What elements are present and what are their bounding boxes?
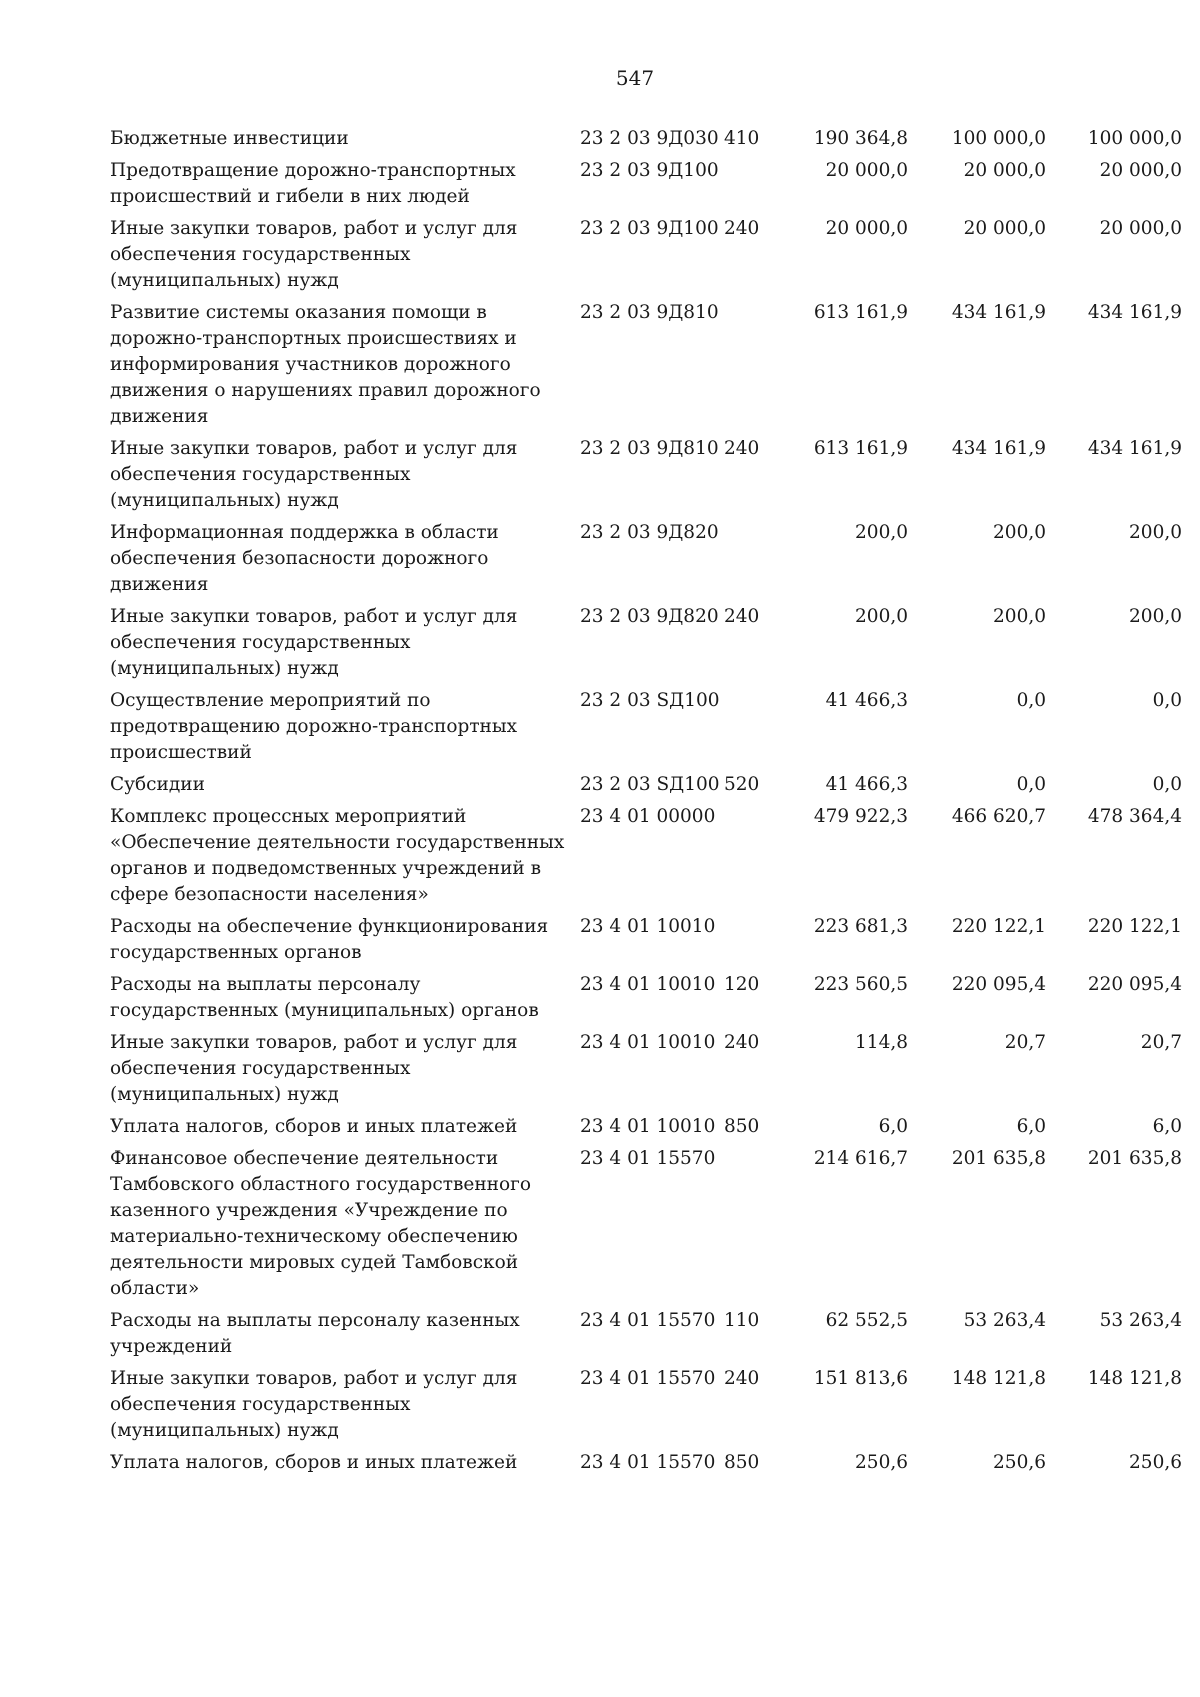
row-value-3: 434 161,9 (1087, 302, 1182, 323)
row-value-3: 200,0 (1129, 606, 1182, 627)
row-type: 240 (724, 1032, 760, 1053)
row-name: Уплата налогов, сборов и иных платежей (110, 1116, 518, 1137)
row-code: 23 2 03 9Д820 (580, 522, 719, 543)
table-row (110, 1030, 1182, 1114)
row-name: Развитие системы оказания помощи в дорожно-транспортных происшествиях и информирования участников дорожного движения о нарушениях правил дорожного движения (110, 302, 541, 427)
row-value-1: 223 681,3 (813, 916, 908, 937)
row-code: 23 4 01 10010 (580, 974, 716, 995)
row-type (724, 158, 780, 216)
row-name: Иные закупки товаров, работ и услуг для обеспечения государственных (муниципальных) нужд (110, 1368, 518, 1441)
row-value-1: 62 552,5 (825, 1310, 908, 1331)
row-value-3: 250,6 (1129, 1452, 1182, 1473)
row-code: 23 2 03 9Д100 (580, 160, 719, 181)
row-name: Иные закупки товаров, работ и услуг для обеспечения государственных (муниципальных) нужд (110, 438, 518, 511)
row-value-3: 148 121,8 (1087, 1368, 1182, 1389)
row-value-1: 479 922,3 (813, 806, 908, 827)
row-value-3: 53 263,4 (1099, 1310, 1182, 1331)
row-code: 23 4 01 15570 (580, 1148, 716, 1169)
row-value-3: 220 095,4 (1087, 974, 1182, 995)
row-name: Субсидии (110, 774, 205, 795)
row-value-1: 20 000,0 (825, 218, 908, 239)
row-value-2: 100 000,0 (951, 128, 1046, 149)
row-type (724, 520, 780, 604)
table-row (110, 216, 1182, 300)
row-value-1: 223 560,5 (813, 974, 908, 995)
row-type: 520 (724, 774, 760, 795)
row-value-2: 250,6 (993, 1452, 1046, 1473)
row-value-2: 20,7 (1004, 1032, 1046, 1053)
row-value-1: 20 000,0 (825, 160, 908, 181)
row-value-2: 53 263,4 (963, 1310, 1046, 1331)
row-code: 23 2 03 9Д030 (580, 128, 719, 149)
row-value-3: 200,0 (1129, 522, 1182, 543)
table-row (110, 1308, 1182, 1366)
row-value-1: 214 616,7 (813, 1148, 908, 1169)
table-row (110, 604, 1182, 688)
table-row (110, 972, 1182, 1030)
row-name: Уплата налогов, сборов и иных платежей (110, 1452, 518, 1473)
row-type (724, 300, 780, 436)
row-value-1: 151 813,6 (813, 1368, 908, 1389)
row-type: 850 (724, 1452, 760, 1473)
row-value-1: 200,0 (855, 606, 908, 627)
table-row (110, 1114, 1182, 1146)
table-row (110, 772, 1182, 804)
row-value-3: 20 000,0 (1099, 218, 1182, 239)
row-code: 23 4 01 15570 (580, 1368, 716, 1389)
row-value-3: 0,0 (1152, 774, 1182, 795)
row-code: 23 2 03 SД100 (580, 690, 720, 711)
row-code: 23 4 01 00000 (580, 806, 716, 827)
table-row (110, 688, 1182, 772)
row-value-1: 41 466,3 (825, 690, 908, 711)
row-code: 23 2 03 9Д810 (580, 302, 719, 323)
row-code: 23 2 03 SД100 (580, 774, 720, 795)
table-row (110, 1146, 1182, 1308)
row-value-3: 20,7 (1140, 1032, 1182, 1053)
row-name: Иные закупки товаров, работ и услуг для обеспечения государственных (муниципальных) нужд (110, 606, 518, 679)
row-name: Предотвращение дорожно-транспортных происшествий и гибели в них людей (110, 160, 516, 207)
row-type (724, 1146, 780, 1308)
row-name: Иные закупки товаров, работ и услуг для обеспечения государственных (муниципальных) нужд (110, 218, 518, 291)
row-name: Расходы на выплаты персоналу государственных (муниципальных) органов (110, 974, 539, 1021)
row-code: 23 2 03 9Д100 (580, 218, 719, 239)
table-row (110, 158, 1182, 216)
row-value-3: 0,0 (1152, 690, 1182, 711)
row-value-2: 200,0 (993, 606, 1046, 627)
table-row (110, 126, 1182, 158)
table-row (110, 1366, 1182, 1450)
row-value-3: 100 000,0 (1087, 128, 1182, 149)
row-value-2: 148 121,8 (951, 1368, 1046, 1389)
table-body (110, 126, 1182, 1482)
row-value-1: 250,6 (855, 1452, 908, 1473)
table-row (110, 520, 1182, 604)
row-name: Осуществление мероприятий по предотвращению дорожно-транспортных происшествий (110, 690, 518, 763)
row-value-2: 220 122,1 (951, 916, 1046, 937)
row-value-1: 190 364,8 (813, 128, 908, 149)
row-name: Расходы на обеспечение функционирования государственных органов (110, 916, 549, 963)
row-value-3: 20 000,0 (1099, 160, 1182, 181)
row-type (724, 914, 780, 972)
page-number: 547 (615, 66, 655, 90)
row-code: 23 2 03 9Д810 (580, 438, 719, 459)
budget-table (110, 126, 1182, 1482)
row-name: Информационная поддержка в области обеспечения безопасности дорожного движения (110, 522, 499, 595)
row-value-2: 434 161,9 (951, 438, 1046, 459)
row-type: 410 (724, 128, 760, 149)
row-value-2: 6,0 (1016, 1116, 1046, 1137)
table-row (110, 914, 1182, 972)
row-value-3: 201 635,8 (1087, 1148, 1182, 1169)
row-name: Финансовое обеспечение деятельности Тамбовского областного государственного казенного учреждения «Учреждение по материально-техническому обеспечению деятельности мировых судей Тамбовской области» (110, 1148, 531, 1299)
row-value-1: 200,0 (855, 522, 908, 543)
row-type (724, 688, 780, 772)
row-code: 23 4 01 15570 (580, 1452, 716, 1473)
row-name: Бюджетные инвестиции (110, 128, 349, 149)
row-value-1: 114,8 (855, 1032, 908, 1053)
row-value-2: 466 620,7 (951, 806, 1046, 827)
table-row (110, 1450, 1182, 1482)
row-value-2: 201 635,8 (951, 1148, 1046, 1169)
row-value-2: 20 000,0 (963, 218, 1046, 239)
row-code: 23 2 03 9Д820 (580, 606, 719, 627)
row-name: Комплекс процессных мероприятий «Обеспечение деятельности государственных органов и подведомственных учреждений в сфере безопасности населения» (110, 806, 565, 905)
row-value-1: 613 161,9 (813, 302, 908, 323)
row-type: 120 (724, 974, 760, 995)
row-value-1: 6,0 (878, 1116, 908, 1137)
row-value-3: 220 122,1 (1087, 916, 1182, 937)
row-value-1: 41 466,3 (825, 774, 908, 795)
row-value-1: 613 161,9 (813, 438, 908, 459)
row-type: 240 (724, 606, 760, 627)
row-type: 110 (724, 1310, 760, 1331)
table-row (110, 300, 1182, 436)
row-code: 23 4 01 10010 (580, 1116, 716, 1137)
table-row (110, 436, 1182, 520)
row-value-2: 434 161,9 (951, 302, 1046, 323)
row-type: 240 (724, 438, 760, 459)
row-value-3: 434 161,9 (1087, 438, 1182, 459)
row-code: 23 4 01 10010 (580, 1032, 716, 1053)
row-value-3: 6,0 (1152, 1116, 1182, 1137)
row-name: Иные закупки товаров, работ и услуг для обеспечения государственных (муниципальных) нужд (110, 1032, 518, 1105)
table-row (110, 804, 1182, 914)
row-type: 240 (724, 218, 760, 239)
row-value-2: 200,0 (993, 522, 1046, 543)
row-type: 850 (724, 1116, 760, 1137)
row-value-2: 20 000,0 (963, 160, 1046, 181)
row-code: 23 4 01 10010 (580, 916, 716, 937)
row-value-2: 0,0 (1016, 774, 1046, 795)
row-value-2: 0,0 (1016, 690, 1046, 711)
row-type: 240 (724, 1368, 760, 1389)
row-type (724, 804, 780, 914)
row-value-2: 220 095,4 (951, 974, 1046, 995)
row-name: Расходы на выплаты персоналу казенных учреждений (110, 1310, 520, 1357)
row-code: 23 4 01 15570 (580, 1310, 716, 1331)
row-value-3: 478 364,4 (1087, 806, 1182, 827)
